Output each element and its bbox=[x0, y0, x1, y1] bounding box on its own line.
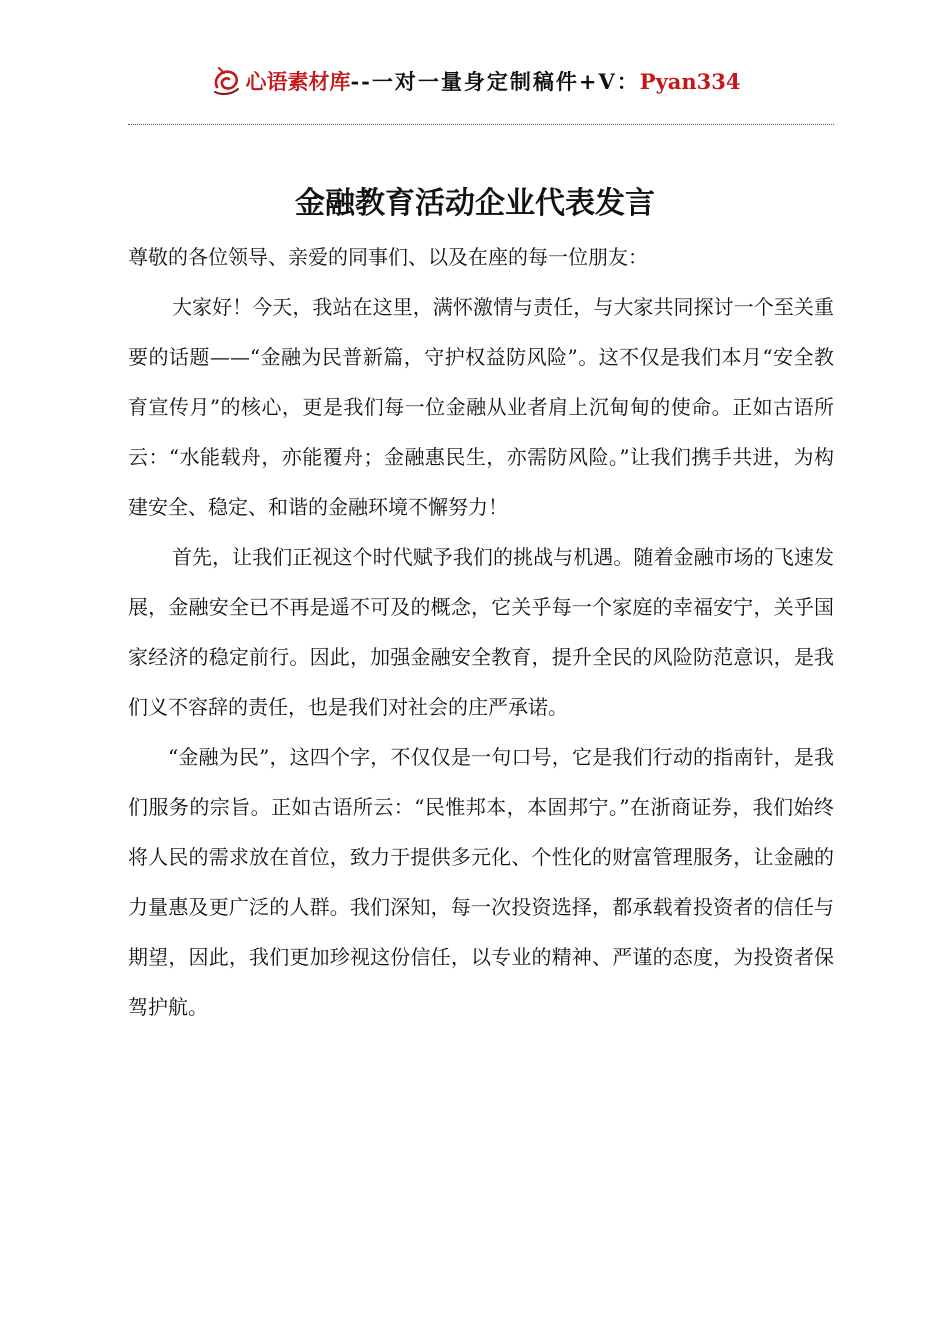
header-divider bbox=[128, 124, 834, 125]
document-title: 金融教育活动企业代表发言 bbox=[295, 186, 655, 221]
paragraph-2: 首先，让我们正视这个时代赋予我们的挑战与机遇。随着金融市场的飞速发展，金融安全已不再是遥不可及的概念，它关乎每一个家庭的幸福安宁，关乎国家经济的稳定前行。因此，加强金融安全教育，提升全民的风险防范意识，是我们义不容辞的责任，也是我们对社会的庄严承诺。 bbox=[128, 545, 834, 719]
salutation: 尊敬的各位领导、亲爱的同事们、以及在座的每一位朋友： bbox=[128, 245, 648, 269]
header-text bbox=[245, 65, 740, 99]
brand-name: 心语素材库 bbox=[245, 69, 351, 94]
document-body bbox=[128, 232, 834, 1032]
page-header bbox=[0, 62, 950, 102]
header-slogan: --一对一量身定制稿件+V： bbox=[350, 69, 640, 94]
paragraph-3: “金融为民”，这四个字，不仅仅是一句口号，它是我们行动的指南针，是我们服务的宗旨。正如古语所云：“民惟邦本，本固邦宁。”在浙商证券，我们始终将人民的需求放在首位，致力于提供多元化、个性化的财富管理服务，让金融的力量惠及更广泛的人群。我们深知，每一次投资选择，都承载着投资者的信任与期望，因此，我们更加珍视这份信任，以专业的精神、严谨的态度，为投资者保驾护航。 bbox=[128, 745, 834, 1019]
paragraph-1: 大家好！今天，我站在这里，满怀激情与责任，与大家共同探讨一个至关重要的话题——“金融为民普新篇，守护权益防风险”。这不仅是我们本月“安全教育宣传月”的核心，更是我们每一位金融从业者肩上沉甸甸的使命。正如古语所云：“水能载舟，亦能覆舟；金融惠民生，亦需防风险。”让我们携手共进，为构建安全、稳定、和谐的金融环境不懈努力！ bbox=[128, 295, 834, 519]
header-contact: Pyan334 bbox=[639, 69, 741, 94]
brand-swirl-icon bbox=[209, 65, 243, 99]
